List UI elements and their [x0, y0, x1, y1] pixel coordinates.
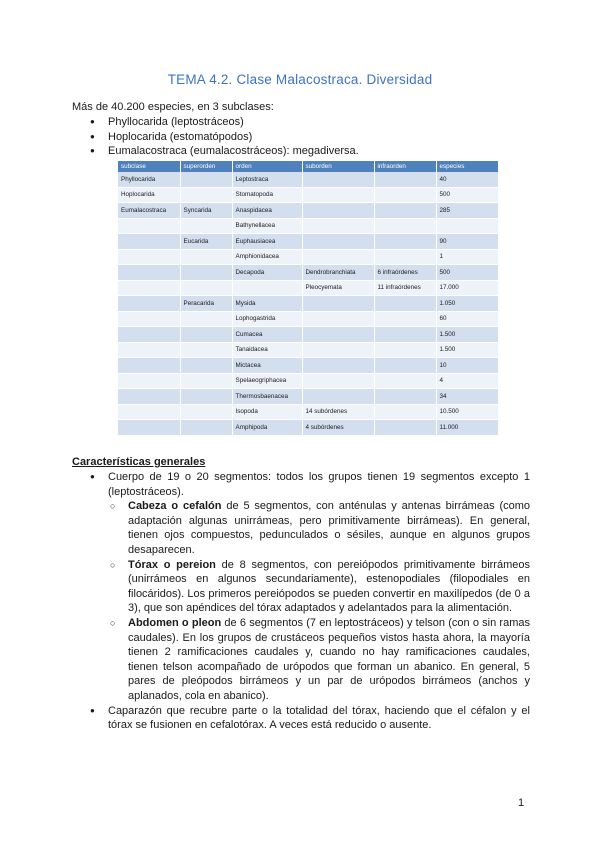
- table-row: [118, 389, 498, 405]
- table-cell: [118, 218, 180, 234]
- table-row: [118, 234, 498, 250]
- table-cell: [118, 249, 180, 265]
- table-cell: [374, 389, 436, 405]
- table-cell: [374, 311, 436, 327]
- table-cell: 14 subórdenes: [302, 404, 374, 420]
- table-cell: Eucarida: [180, 234, 232, 250]
- table-cell: [302, 296, 374, 312]
- table-cell: [118, 327, 180, 343]
- table-cell: Mysida: [232, 296, 302, 312]
- table-cell: Tanaidacea: [232, 342, 302, 358]
- table-cell: 10: [436, 358, 498, 374]
- list-item: ● Eumalacostraca (eumalacostráceos): megadiversa.: [90, 144, 359, 159]
- table-cell: [302, 327, 374, 343]
- column-header: suborden: [302, 161, 374, 172]
- table-cell: [302, 373, 374, 389]
- table-cell: [374, 327, 436, 343]
- table-cell: [374, 234, 436, 250]
- table-cell: Pleocyemata: [302, 280, 374, 296]
- term: Tórax o pereion: [128, 558, 216, 571]
- description: de 8 segmentos, con pereiópodos primitivamente birrámeos (unirrámeos en algunos secundariamente), estenopodiales (filopodiales en filocáridos). Los primeros pereiópodos se pueden convertir en maxilípedos (de 0 a 3), que son apéndices del tórax adaptados y adelantados para la alimentación.: [128, 558, 530, 615]
- table-cell: [436, 218, 498, 234]
- table-cell: [118, 342, 180, 358]
- table-cell: [374, 420, 436, 436]
- table-cell: [374, 358, 436, 374]
- table-cell: 4 subórdenes: [302, 420, 374, 436]
- table-cell: [118, 389, 180, 405]
- sub-list-item: [108, 499, 530, 557]
- table-cell: 500: [436, 265, 498, 281]
- table-cell: [374, 373, 436, 389]
- table-row: [118, 311, 498, 327]
- table-cell: [302, 249, 374, 265]
- table-cell: [374, 404, 436, 420]
- table-cell: Bathynellacea: [232, 218, 302, 234]
- table-cell: [118, 280, 180, 296]
- term: Cabeza o cefalón: [128, 500, 222, 513]
- table-cell: 4: [436, 373, 498, 389]
- table-cell: [302, 187, 374, 203]
- table-cell: [118, 404, 180, 420]
- table-row: [118, 249, 498, 265]
- table-cell: [180, 389, 232, 405]
- table-cell: Mictacea: [232, 358, 302, 374]
- table-row: [118, 172, 498, 187]
- table-cell: [302, 389, 374, 405]
- table-cell: 1.050: [436, 296, 498, 312]
- table-cell: [180, 373, 232, 389]
- table-row: [118, 187, 498, 203]
- table-cell: [118, 373, 180, 389]
- table-cell: 285: [436, 203, 498, 219]
- table-cell: [180, 280, 232, 296]
- table-cell: Decapoda: [232, 265, 302, 281]
- table-cell: [302, 218, 374, 234]
- table-cell: [180, 404, 232, 420]
- page-title: TEMA 4.2. Clase Malacostraca. Diversidad: [167, 72, 433, 87]
- table-cell: Amphionidacea: [232, 249, 302, 265]
- table-cell: Cumacea: [232, 327, 302, 343]
- table-cell: Leptostraca: [232, 172, 302, 187]
- table-cell: [118, 311, 180, 327]
- table-row: [118, 265, 498, 281]
- sub-list-item: [108, 616, 530, 704]
- table-cell: Eumalacostraca: [118, 203, 180, 219]
- table-cell: Syncarida: [180, 203, 232, 219]
- table-cell: 11.000: [436, 420, 498, 436]
- intro-text: Más de 40.200 especies, en 3 subclases:: [72, 101, 274, 113]
- column-header: orden: [232, 161, 302, 172]
- table-row: [118, 420, 498, 436]
- table-cell: 11 infraórdenes: [374, 280, 436, 296]
- table-cell: 1.500: [436, 327, 498, 343]
- table-cell: Hoplocarida: [118, 187, 180, 203]
- term: Abdomen o pleon: [128, 616, 222, 629]
- table-cell: [180, 218, 232, 234]
- table-cell: 34: [436, 389, 498, 405]
- table-cell: [180, 420, 232, 436]
- table-cell: [302, 203, 374, 219]
- table-cell: 90: [436, 234, 498, 250]
- list-item: ● Caparazón que recubre parte o la totalidad del tórax, haciendo que el céfalon y el tórax se fusionen en cefalotórax. A veces está reducido o ausente.: [90, 704, 530, 733]
- subclass-list: [90, 115, 359, 159]
- column-header: subclase: [118, 161, 180, 172]
- list-item: ● Phyllocarida (leptostráceos): [90, 115, 359, 130]
- table-cell: Amphipoda: [232, 420, 302, 436]
- table-cell: [374, 218, 436, 234]
- table-row: [118, 203, 498, 219]
- characteristics-list: [90, 470, 530, 733]
- table-cell: [374, 296, 436, 312]
- page-number: 1: [518, 797, 525, 809]
- table-row: [118, 327, 498, 343]
- table-cell: Anaspidacea: [232, 203, 302, 219]
- table-cell: [180, 249, 232, 265]
- list-item: ● Hoplocarida (estomatópodos): [90, 130, 359, 145]
- table-cell: [180, 342, 232, 358]
- sub-list-item: [108, 558, 530, 616]
- table-cell: [374, 342, 436, 358]
- table-cell: [374, 249, 436, 265]
- table-row: [118, 296, 498, 312]
- table-cell: [180, 187, 232, 203]
- table-cell: [302, 358, 374, 374]
- table-row: [118, 373, 498, 389]
- table-cell: [374, 172, 436, 187]
- table-cell: [302, 172, 374, 187]
- table-cell: 40: [436, 172, 498, 187]
- description: de 6 segmentos (7 en leptostráceos) y telson (con o sin ramas caudales). En los grupos de crustáceos pequeños vistos hasta ahora, la mayoría tienen 2 ramificaciones caudales y, cuando no hay ramificaciones caudales, tienen telson acompañado de urópodos que forman un abanico. En general, 5 pares de pleópodos birrámeos y un par de urópodos birrámeos (anchos y aplanados, cola en abanico).: [128, 616, 530, 702]
- table-cell: 60: [436, 311, 498, 327]
- table-cell: Stomatopoda: [232, 187, 302, 203]
- table-cell: [302, 234, 374, 250]
- table-cell: Isopoda: [232, 404, 302, 420]
- table-cell: [232, 280, 302, 296]
- table-header-row: [118, 161, 498, 172]
- table-cell: Peracarida: [180, 296, 232, 312]
- table-cell: [374, 187, 436, 203]
- table-cell: [118, 234, 180, 250]
- table-cell: [118, 420, 180, 436]
- table-row: [118, 404, 498, 420]
- table-cell: [118, 296, 180, 312]
- table-cell: Euphausiacea: [232, 234, 302, 250]
- description: de 5 segmentos, con anténulas y antenas birrámeas (como adaptación algunas unirrámeas, pero primitivamente birrámeas). En general, tienen ojos compuestos, pedunculados o sésiles, aunque en algunos grupos desaparecen.: [128, 500, 531, 556]
- table-cell: [180, 265, 232, 281]
- table-cell: Spelaeogriphacea: [232, 373, 302, 389]
- table-cell: [118, 265, 180, 281]
- list-item: ● Cuerpo de 19 o 20 segmentos: todos los grupos tienen 19 segmentos excepto 1 (leptostráceos).: [90, 470, 530, 499]
- table-cell: [302, 342, 374, 358]
- table-cell: [180, 172, 232, 187]
- table-cell: [180, 358, 232, 374]
- column-header: infraorden: [374, 161, 436, 172]
- taxonomy-table: [118, 161, 499, 436]
- table-row: [118, 358, 498, 374]
- table-row: [118, 218, 498, 234]
- table-cell: Dendrobranchiata: [302, 265, 374, 281]
- table-cell: [118, 358, 180, 374]
- table-cell: [302, 311, 374, 327]
- table-cell: 6 infraórdenes: [374, 265, 436, 281]
- table-row: [118, 342, 498, 358]
- table-cell: [180, 327, 232, 343]
- section-title: Características generales: [72, 456, 206, 468]
- table-cell: 1: [436, 249, 498, 265]
- table-cell: Lophogastrida: [232, 311, 302, 327]
- table-cell: [374, 203, 436, 219]
- table-cell: [180, 311, 232, 327]
- column-header: especies: [436, 161, 498, 172]
- table-cell: 10.500: [436, 404, 498, 420]
- table-cell: 1.500: [436, 342, 498, 358]
- table-row: [118, 280, 498, 296]
- column-header: superorden: [180, 161, 232, 172]
- table-cell: Thermosbaenacea: [232, 389, 302, 405]
- table-cell: 500: [436, 187, 498, 203]
- table-cell: Phyllocarida: [118, 172, 180, 187]
- table-cell: 17.000: [436, 280, 498, 296]
